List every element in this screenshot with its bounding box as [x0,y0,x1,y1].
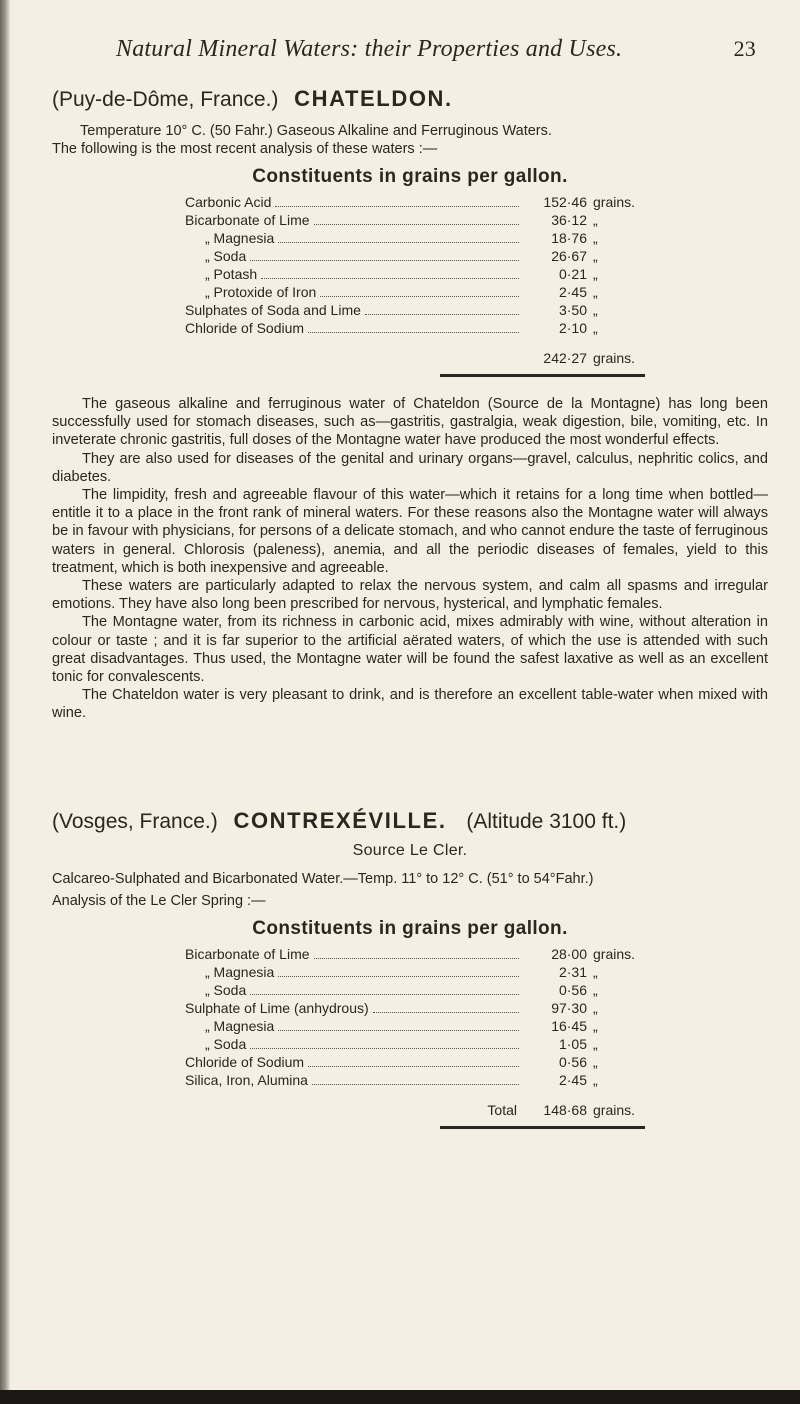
constituent-value: 2·10 [558,320,587,336]
constituent-unit: „ [593,1000,598,1016]
constituent-unit: „ [593,320,598,336]
table-row [185,1054,645,1072]
leader-dots [373,1012,519,1013]
leader-dots [250,260,519,261]
constituent-unit: grains. [593,194,636,210]
total-value: 148·68 [543,1102,587,1118]
table-row [185,320,645,338]
total-rule [440,374,645,377]
constituent-value: 0·56 [558,982,587,998]
constituent-value: 18·76 [551,230,587,246]
constituent-value: 97·30 [551,1000,587,1016]
total-label: Total [487,1102,517,1118]
chateldon-intro-line: Temperature 10° C. (50 Fahr.) Gaseous Alkaline and Ferruginous Waters. [80,123,552,139]
contrexeville-table-heading: Constituents in grains per gallon. [252,918,568,939]
contrexeville-intro-line: Calcareo-Sulphated and Bicarbonated Water.—Temp. 11° to 12° C. (51° to 54°Fahr.) [52,871,594,887]
table-row [185,1000,645,1018]
contrexeville-region: (Vosges, France.) [52,810,218,833]
table-row [185,982,645,1000]
table-row [185,284,645,302]
constituent-value: 26·67 [551,248,587,264]
paragraph: These waters are particularly adapted to relax the nervous system, and calm all spasms and irregular emotions. They have also long been prescribed for nervous, hysterical, and lymphatic females. [52,578,768,613]
table-row [185,1036,645,1054]
constituent-name: Silica, Iron, Alumina [185,1072,308,1088]
chateldon-intro-line: The following is the most recent analysis of these waters :— [52,141,438,157]
paragraph: The Montagne water, from its richness in carbonic acid, mixes admirably with wine, without alteration in colour or taste ; and it is far superior to the artificial aërated waters, of which the use is attended with such great disadvantages. Thus used, the Montagne water will be found the safest laxative as well as an excellent tonic for convalescents. [52,614,768,686]
constituent-name: „ Soda [205,982,247,998]
constituent-name: Bicarbonate of Lime [185,212,310,228]
contrexeville-heading [52,808,768,834]
table-row [185,964,645,982]
constituent-value: 2·31 [558,964,587,980]
constituent-name: Sulphates of Soda and Lime [185,302,361,318]
contrexeville-total [52,1102,645,1118]
constituent-value: 36·12 [551,212,587,228]
table-row [185,230,645,248]
contrexeville-name: CONTREXÉVILLE. [233,808,447,833]
constituent-unit: „ [593,1054,598,1070]
leader-dots [278,1030,519,1031]
constituent-value: 16·45 [551,1018,587,1034]
leader-dots [250,1048,519,1049]
constituent-name: „ Soda [205,1036,247,1052]
constituent-unit: grains. [593,946,636,962]
table-row [185,1018,645,1036]
constituent-name: „ Magnesia [205,1018,275,1034]
book-binding-shadow [0,0,10,1404]
total-rule [440,1126,645,1129]
chateldon-region: (Puy-de-Dôme, France.) [52,88,279,111]
constituent-unit: „ [593,982,598,998]
constituent-value: 152·46 [543,194,587,210]
leader-dots [261,278,519,279]
constituent-unit: „ [593,1072,598,1088]
leader-dots [278,976,519,977]
table-row [185,1072,645,1090]
leader-dots [278,242,519,243]
constituent-name: „ Potash [205,266,258,282]
leader-dots [320,296,519,297]
chateldon-description [52,395,768,723]
chateldon-heading [52,86,768,112]
contrexeville-altitude: (Altitude 3100 ft.) [466,810,627,833]
chateldon-constituents-table [185,194,645,338]
contrexeville-source: Source Le Cler. [352,842,468,859]
constituent-name: Bicarbonate of Lime [185,946,310,962]
constituent-unit: „ [593,266,598,282]
leader-dots [275,206,519,207]
running-head-title: Natural Mineral Waters: their Properties and Uses. [116,36,623,62]
chateldon-table-heading: Constituents in grains per gallon. [252,166,568,187]
constituent-value: 2·45 [558,1072,587,1088]
table-row [185,212,645,230]
chateldon-intro [52,122,768,158]
total-unit: grains. [593,1102,636,1118]
constituent-value: 0·21 [558,266,587,282]
constituent-unit: „ [593,302,598,318]
chateldon-section [52,86,768,723]
table-row [185,266,645,284]
constituent-value: 0·56 [558,1054,587,1070]
paragraph: The limpidity, fresh and agreeable flavour of this water—which it retains for a long time when bottled—entitle it to a place in the front rank of mineral waters. For these reasons also the Montagne water will always be in favour with physicians, for persons of a delicate stomach, and who cannot endure the taste of ferruginous waters in general. Chlorosis (paleness), anemia, and all the periodic diseases of females, yield to this treatment, which is both inexpensive and agreeable. [52,487,768,576]
constituent-unit: „ [593,248,598,264]
leader-dots [314,958,519,959]
constituent-name: „ Magnesia [205,230,275,246]
constituent-value: 1·05 [558,1036,587,1052]
table-row [185,302,645,320]
page-number: 23 [733,36,756,61]
constituent-unit: „ [593,1018,598,1034]
constituent-name: Chloride of Sodium [185,1054,305,1070]
page-bottom-edge [0,1390,800,1404]
constituent-value: 28·00 [551,946,587,962]
constituent-unit: „ [593,1036,598,1052]
leader-dots [308,1066,519,1067]
paragraph: They are also used for diseases of the genital and urinary organs—gravel, calculus, nephritic colics, and diabetes. [52,450,768,485]
table-row [185,194,645,212]
total-value: 242·27 [543,350,587,366]
constituent-value: 3·50 [558,302,587,318]
constituent-name: Carbonic Acid [185,194,272,210]
constituent-value: 2·45 [558,284,587,300]
leader-dots [312,1084,519,1085]
contrexeville-intro [52,870,768,910]
constituent-name: „ Soda [205,248,247,264]
constituent-name: Sulphate of Lime (anhydrous) [185,1000,369,1016]
chateldon-name: CHATELDON. [294,86,453,111]
table-row [185,946,645,964]
chateldon-total [52,350,645,366]
table-row [185,248,645,266]
constituent-unit: „ [593,212,598,228]
leader-dots [314,224,519,225]
leader-dots [308,332,519,333]
constituent-name: Chloride of Sodium [185,320,305,336]
paragraph: The gaseous alkaline and ferruginous water of Chateldon (Source de la Montagne) has long been successfully used for stomach diseases, such as—gastritis, gastralgia, weak digestion, bile, vomiting, etc. In inveterate chronic gastritis, full doses of the Montagne water have produced the most wonderful effects. [52,396,768,449]
running-head [116,36,756,63]
contrexeville-section [52,808,768,1129]
leader-dots [365,314,519,315]
constituent-unit: „ [593,284,598,300]
constituent-name: „ Magnesia [205,964,275,980]
total-unit: grains. [593,350,636,366]
contrexeville-intro-line: Analysis of the Le Cler Spring :— [52,893,266,909]
constituent-unit: „ [593,230,598,246]
leader-dots [250,994,519,995]
constituent-name: „ Protoxide of Iron [205,284,317,300]
contrexeville-constituents-table [185,946,645,1090]
paragraph: The Chateldon water is very pleasant to drink, and is therefore an excellent table-water when mixed with wine. [52,687,768,722]
constituent-unit: „ [593,964,598,980]
